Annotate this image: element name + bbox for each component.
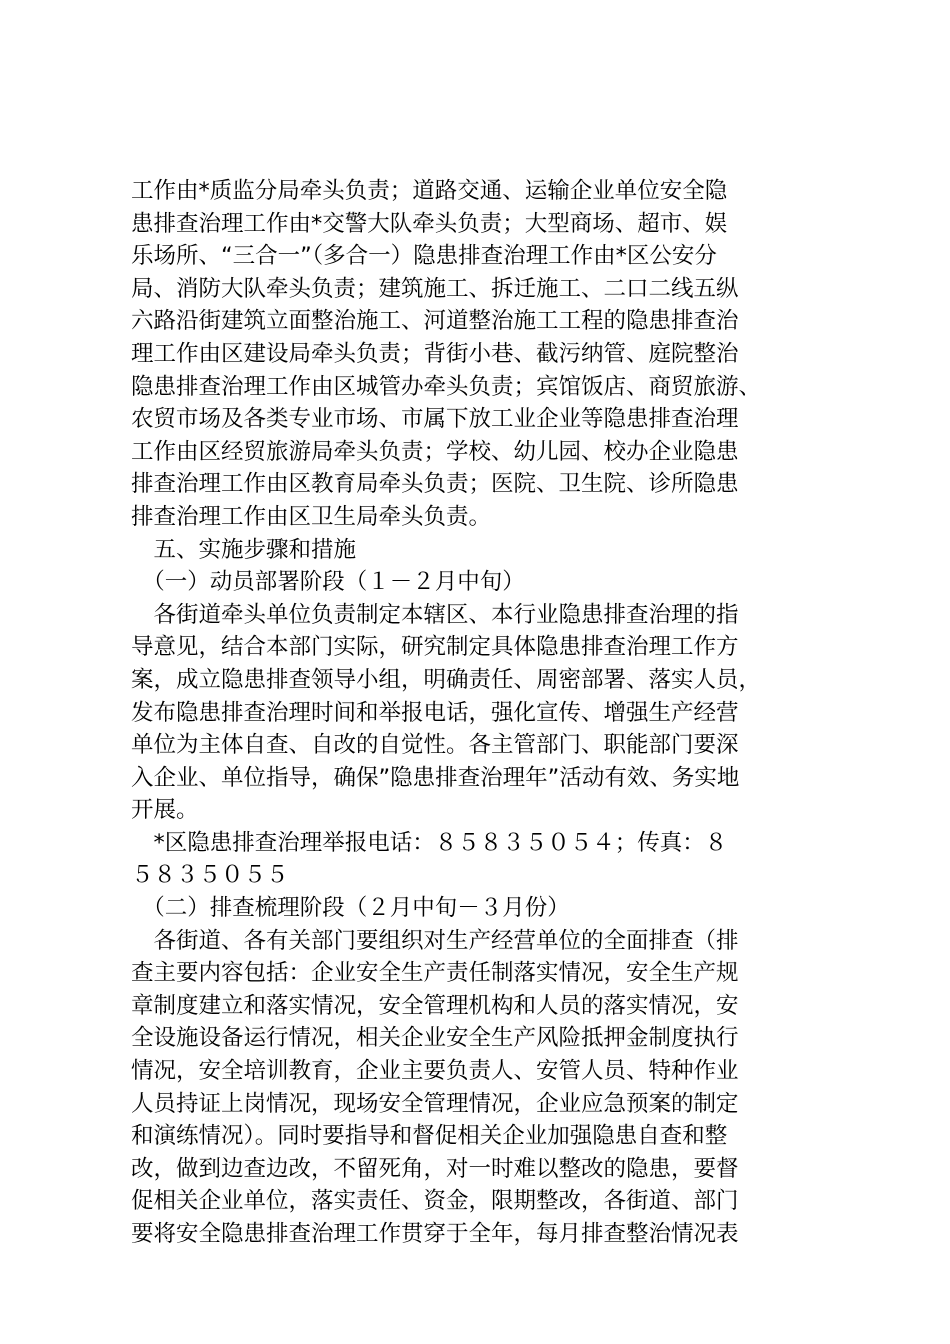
text-line: 改，做到边查边改，不留死角，对一时难以整改的隐患，要督 — [131, 1155, 739, 1182]
text-line: 各街道、各有关部门要组织对生产经营单位的全面排查（排 — [131, 927, 739, 954]
text-line: 六路沿街建筑立面整治施工、河道整治施工工程的隐患排查治 — [131, 308, 739, 335]
text-line: 导意见，结合本部门实际，研究制定具体隐患排查治理工作方 — [131, 634, 739, 661]
text-line: 章制度建立和落实情况，安全管理机构和人员的落实情况，安 — [131, 992, 739, 1019]
fax-number-line: ５８３５０５５ — [131, 862, 289, 889]
text-line: 发布隐患排查治理时间和举报电话，强化宣传、增强生产经营 — [131, 699, 739, 726]
section-heading: 五、实施步骤和措施 — [131, 536, 357, 563]
text-line: 工作由*质监分局牵头负责；道路交通、运输企业单位安全隐 — [131, 178, 728, 204]
text-line: 局、消防大队牵头负责；建筑施工、拆迁施工、二口二线五纵 — [131, 275, 739, 302]
document-body — [131, 175, 831, 1251]
text-line: 农贸市场及各类专业市场、市属下放工业企业等隐患排查治理 — [131, 406, 739, 433]
subsection-heading: （一）动员部署阶段（１－２月中旬） — [131, 569, 525, 596]
text-line: 理工作由区建设局牵头负责；背街小巷、截污纳管、庭院整治 — [131, 340, 739, 367]
text-line: 全设施设备运行情况，相关企业安全生产风险抵押金制度执行 — [131, 1025, 739, 1052]
text-line: 和演练情况）。同时要指导和督促相关企业加强隐患自查和整 — [131, 1123, 728, 1150]
text-line: 乐场所、“三合一”（多合一）隐患排查治理工作由*区公安分 — [131, 243, 717, 270]
subsection-heading: （二）排查梳理阶段（２月中旬－３月份） — [131, 895, 570, 922]
text-line: 查主要内容包括：企业安全生产责任制落实情况，安全生产规 — [131, 960, 739, 987]
text-line: 案，成立隐患排查领导小组，明确责任、周密部署、落实人员， — [131, 666, 762, 693]
text-line: 隐患排查治理工作由区城管办牵头负责；宾馆饭店、商贸旅游、 — [131, 373, 762, 400]
text-line: 人员持证上岗情况，现场安全管理情况，企业应急预案的制定 — [131, 1090, 739, 1117]
text-line: 入企业、单位指导，确保”隐患排查治理年”活动有效、务实地 — [131, 764, 740, 791]
text-line: 排查治理工作由区教育局牵头负责；医院、卫生院、诊所隐患 — [131, 471, 739, 498]
text-line: 促相关企业单位，落实责任、资金，限期整改，各街道、部门 — [131, 1188, 739, 1215]
text-line: 开展。 — [131, 797, 199, 824]
text-line: 情况，安全培训教育，企业主要负责人、安管人员、特种作业 — [131, 1058, 739, 1085]
text-line: 患排查治理工作由*交警大队牵头负责；大型商场、超市、娱 — [131, 210, 728, 237]
text-line: 各街道牵头单位负责制定本辖区、本行业隐患排查治理的指 — [131, 601, 739, 628]
hotline-line: *区隐患排查治理举报电话：８５８３５０５４；传真：８ — [131, 829, 728, 856]
text-line: 工作由区经贸旅游局牵头负责；学校、幼儿园、校办企业隐患 — [131, 438, 739, 465]
text-line: 要将安全隐患排查治理工作贯穿于全年，每月排查整治情况表 — [131, 1221, 739, 1247]
text-line: 排查治理工作由区卫生局牵头负责。 — [131, 503, 492, 530]
text-line: 单位为主体自查、自改的自觉性。各主管部门、职能部门要深 — [131, 732, 739, 759]
